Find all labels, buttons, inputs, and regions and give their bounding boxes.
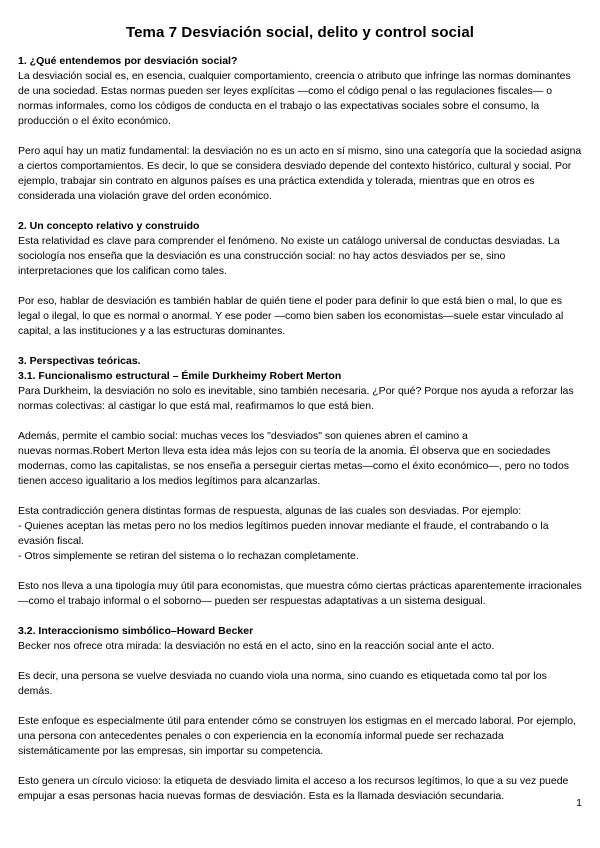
subsection-heading-3-1: 3.1. Funcionalismo estructural – Émile Durkheimy Robert Merton bbox=[18, 370, 342, 382]
section-heading-2: 2. Un concepto relativo y construido bbox=[18, 220, 200, 232]
section-heading-1: 1. ¿Qué entendemos por desviación social? bbox=[18, 55, 238, 67]
paragraph: Becker nos ofrece otra mirada: la desviación no está en el acto, sino en la reacción social ante el acto. bbox=[18, 640, 495, 652]
paragraph: Pero aquí hay un matiz fundamental: la desviación no es un acto en sí mismo, sino una categoría que la sociedad asigna a ciertos comportamientos. Es decir, lo que se considera desviado depende del contexto histórico, cultural y social. Por ejemplo, trabajar sin contrato en algunos países es una práctica extendida y tolerada, mientras que en otros es considerada una violación grave del orden económico. bbox=[18, 145, 582, 202]
paragraph: Esto genera un círculo vicioso: la etiqueta de desviado limita el acceso a los recursos legítimos, lo que a su vez puede empujar a esas personas hacia nuevas formas de desviación. Esta es la llamada desviación secundaria. bbox=[18, 775, 569, 802]
paragraph: Por eso, hablar de desviación es también hablar de quién tiene el poder para definir lo que está bien o mal, lo que es legal o ilegal, lo que es normal o anormal. Y ese poder —como bien saben los economistas—suele estar vinculado al capital, a las instituciones y a las estructuras dominantes. bbox=[18, 295, 564, 337]
page-title: Tema 7 Desviación social, delito y control social bbox=[125, 24, 475, 41]
paragraph: Para Durkheim, la desviación no solo es inevitable, sino también necesaria. ¿Por qué? Porque nos ayuda a reforzar las normas colectivas: al castigar lo que está mal, reafirmamos lo que está bien. bbox=[18, 385, 574, 412]
list-item: - Otros simplemente se retiran del sistema o lo rechazan completamente. bbox=[18, 550, 359, 562]
paragraph: Además, permite el cambio social: muchas veces los "desviados" son quienes abren el camino a bbox=[18, 430, 468, 442]
paragraph: nuevas normas.Robert Merton lleva esta idea más lejos con su teoría de la anomia. Él observa que en sociedades modernas, como las capitalistas, se nos enseña a perseguir ciertas metas—como el éxito económico—, pero no todos tienen acceso igualitario a los medios legítimos para alcanzarlas. bbox=[18, 445, 569, 487]
paragraph: Esta relatividad es clave para comprender el fenómeno. No existe un catálogo universal de conductas desviadas. La sociología nos enseña que la desviación es una construcción social: no hay actos desviados per se, sino interpretaciones que los califican como tales. bbox=[18, 235, 560, 277]
subsection-heading-3-2: 3.2. Interaccionismo simbólico–Howard Becker bbox=[18, 625, 254, 637]
section-heading-3: 3. Perspectivas teóricas. bbox=[18, 355, 141, 367]
paragraph: Es decir, una persona se vuelve desviada no cuando viola una norma, sino cuando es etiquetada como tal por los demás. bbox=[18, 670, 547, 697]
paragraph: La desviación social es, en esencia, cualquier comportamiento, creencia o atributo que infringe las normas dominantes de una sociedad. Estas normas pueden ser leyes explícitas —como el código penal o las regulaciones fiscales— o normas informales, como los códigos de conducta en el trabajo o las expectativas sociales sobre el consumo, la producción o el éxito económico. bbox=[18, 70, 571, 127]
paragraph: Esta contradicción genera distintas formas de respuesta, algunas de las cuales son desviadas. Por ejemplo: bbox=[18, 505, 522, 517]
paragraph: Esto nos lleva a una tipología muy útil para economistas, que muestra cómo ciertas prácticas aparentemente irracionales—como el trabajo informal o el soborno— pueden ser respuestas adaptativas a un sistema desigual. bbox=[18, 580, 582, 607]
list-item: - Quienes aceptan las metas pero no los medios legítimos pueden innovar mediante el fraude, el contrabando o la evasión fiscal. bbox=[18, 520, 549, 547]
page-number: 1 bbox=[576, 797, 582, 809]
paragraph: Este enfoque es especialmente útil para entender cómo se construyen los estigmas en el mercado laboral. Por ejemplo, una persona con antecedentes penales o con experiencia en la economía informal puede ser rechazada sistemáticamente por las empresas, sin importar su competencia. bbox=[18, 715, 576, 757]
